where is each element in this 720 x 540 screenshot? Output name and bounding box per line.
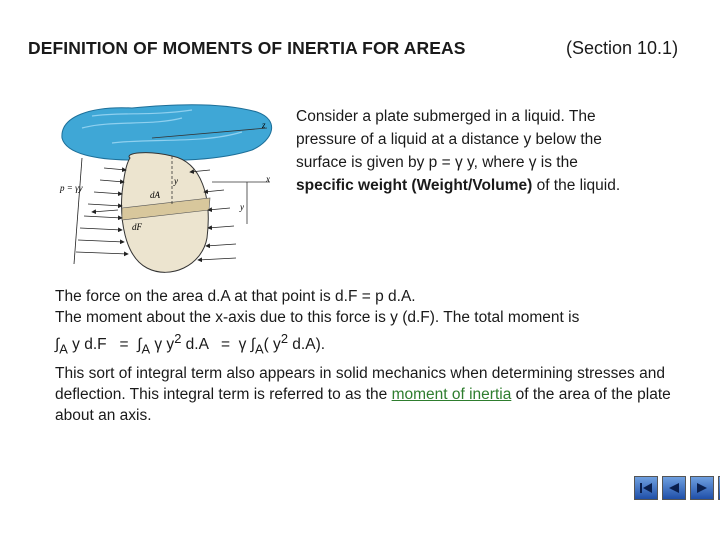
slide-navigation (634, 476, 720, 500)
moment-of-inertia-paragraph: This sort of integral term also appears in solid mechanics when determining stresses and deflection. This integral term is referred to as the moment of inertia of the area of the plate about an axis. (55, 365, 671, 425)
previous-slide-button[interactable] (662, 476, 686, 500)
body-text (55, 286, 695, 426)
first-slide-icon (638, 480, 654, 496)
moment-statement: The moment about the x-axis due to this force is y (d.F). The total moment is (55, 309, 580, 326)
svg-text:p = γy: p = γy (60, 183, 83, 193)
first-slide-button[interactable] (634, 476, 658, 500)
svg-text:z: z (262, 120, 266, 130)
moment-of-inertia-link[interactable]: moment of inertia (391, 386, 512, 404)
previous-slide-icon (666, 480, 682, 496)
next-slide-button[interactable] (690, 476, 714, 500)
svg-text:y: y (174, 176, 178, 186)
slide-title: DEFINITION OF MOMENTS OF INERTIA FOR AREAS (28, 38, 466, 58)
submerged-plate-diagram (52, 98, 292, 278)
intro-line: Consider a plate submerged in a liquid. The (296, 108, 596, 125)
intro-line: specific weight (Weight/Volume) of the liquid. (296, 177, 621, 194)
svg-text:y: y (240, 202, 244, 212)
submerged-plate-figure (52, 98, 292, 278)
svg-text:dF: dF (132, 222, 142, 232)
intro-paragraph (296, 105, 696, 197)
svg-text:dA: dA (150, 190, 160, 200)
force-statement: The force on the area d.A at that point is d.F = p d.A. (55, 288, 416, 305)
section-reference: (Section 10.1) (566, 38, 679, 58)
intro-line: pressure of a liquid at a distance y below the (296, 131, 602, 148)
svg-text:x: x (266, 174, 270, 184)
specific-weight-term: specific weight (Weight/Volume) (296, 177, 533, 194)
total-moment-integral: $\int_A$ y $d.F = \int_A$ γ $y^2$ d.A = γ $\int_A$( $y^2$ d.A). (55, 331, 326, 357)
next-slide-icon (694, 480, 710, 496)
intro-line: surface is given by p = γ y, where γ is the (296, 154, 578, 171)
